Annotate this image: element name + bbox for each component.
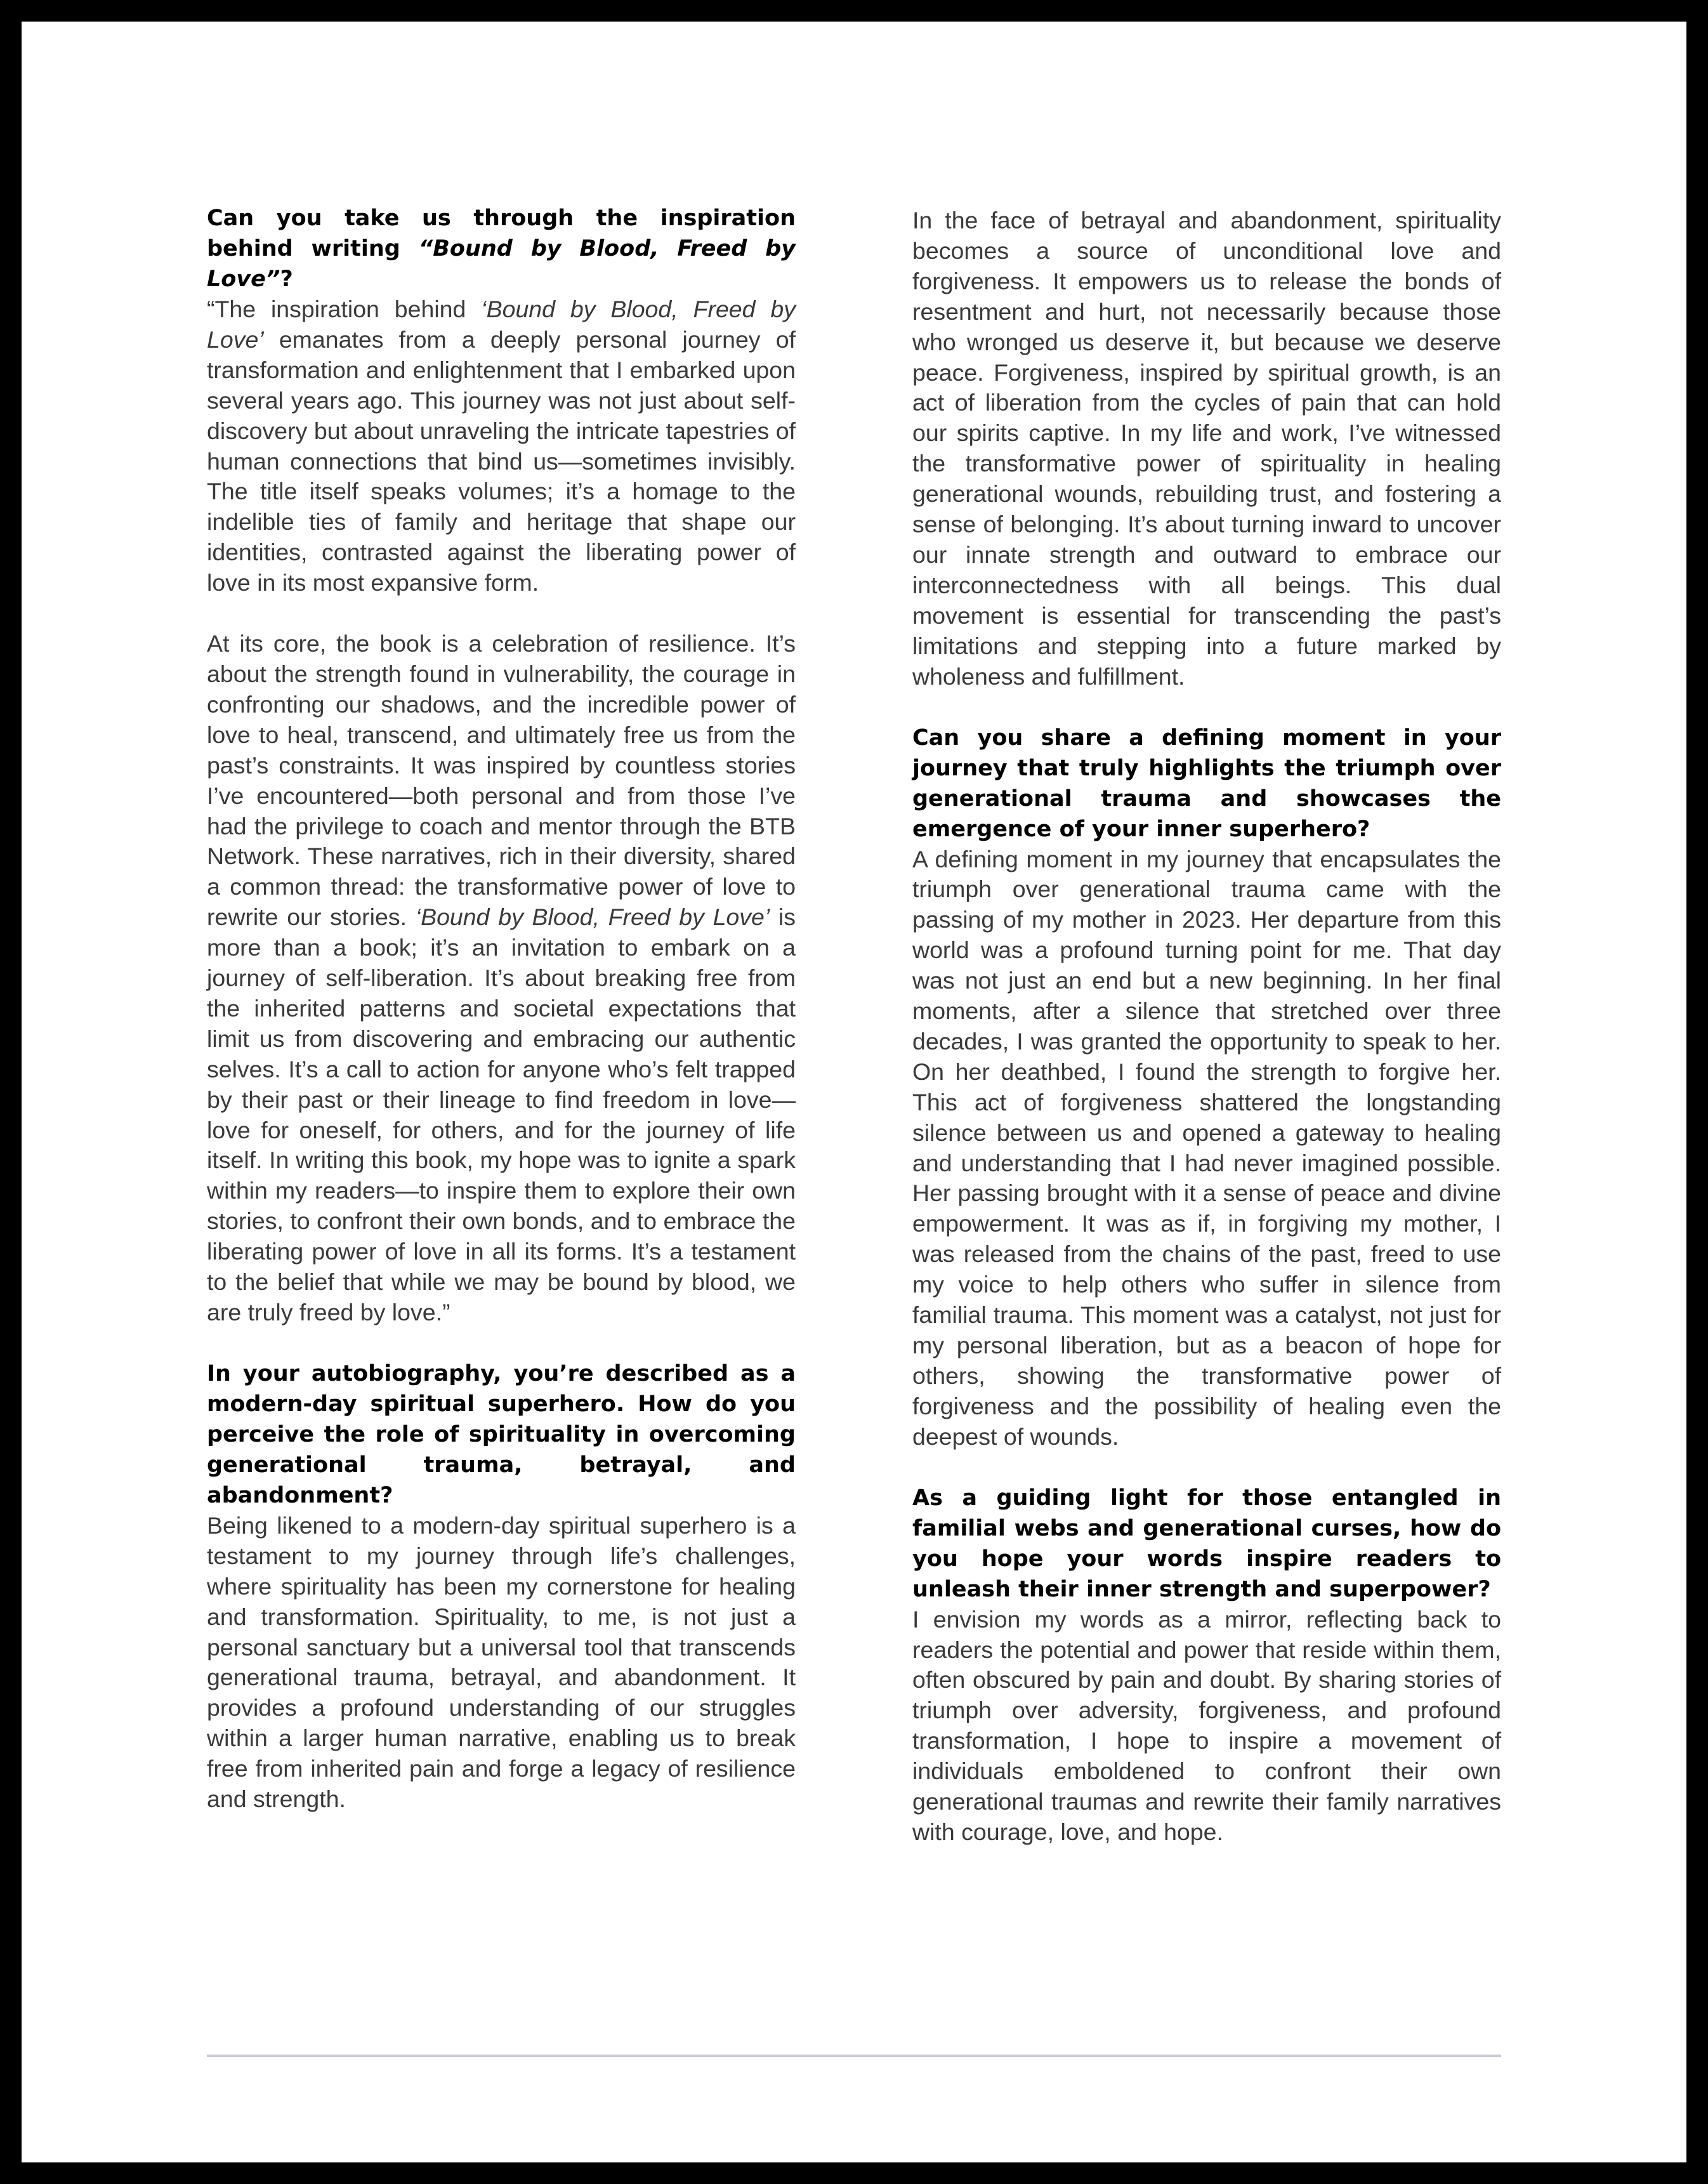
question-spirituality: In your autobiography, you’re described as a modern-day spiritual superhero. How do you perceive the role of spirituality in overcoming generational trauma, betrayal, and abandonment? — [207, 1360, 796, 1508]
question-mark: ? — [280, 266, 293, 292]
answer-text: is more than a book; it’s an invitation to embark on a journey of self-liberation. It’s about breaking free from the inherited patterns and societal expectations that limit us from discovering and embracing our authentic selves. It’s a call to action for anyone who’s felt trapped by their past or their lineage to find freedom in love—love for oneself, for others, and for the journey of life itself. In writing this book, my hope was to ignite a spark within my readers—to inspire them to explore their own stories, to confront their own bonds, and to embrace the liberating power of love in all its forms. It’s a testament to the belief that while we may be bound by blood, we are truly freed by love.” — [207, 904, 796, 1326]
answer-text: At its core, the book is a celebration of resilience. It’s about the strength found in vulnerability, the courage in confronting our shadows, and the incredible power of love to heal, transcend, and ultimately free us from the past’s constraints. It was inspired by countless stories I’ve encountered—both personal and from those I’ve had the privilege to coach and mentor through the BTB Network. These narratives, rich in their diversity, shared a common thread: the transformative power of love to rewrite our stories. — [207, 630, 796, 931]
answer-text: emanates from a deeply personal journey of transformation and enlightenment that I embarked upon several years ago. This journey was not just about self-discovery but about unraveling the intricate tapestries of human connections that bind us—sometimes invisibly. The title itself speaks volumes; it’s a homage to the indelible ties of family and heritage that shape our identities, contrasted against the liberating power of love in its most expansive form. — [207, 326, 796, 596]
answer-paragraph: In the face of betrayal and abandonment, spirituality becomes a source of unconditional love and forgiveness. It empowers us to release the bonds of resentment and hurt, not necessarily because those who wronged us deserve it, but because we deserve peace. Forgiveness, inspired by spiritual growth, is an act of liberation from the cycles of pain that can hold our spirits captive. In my life and work, I’ve witnessed the transformative power of spirituality in healing generational wounds, rebuilding trust, and fostering a sense of belonging. It’s about turning inward to uncover our innate strength and outward to embrace our interconnectedness with all beings. This dual movement is essential for transcending the past’s limitations and stepping into a future marked by wholeness and fulfillment. — [912, 207, 1501, 690]
answer-paragraph — [207, 294, 796, 598]
right-column — [912, 206, 1501, 1848]
answer-paragraph: Being likened to a modern-day spiritual superhero is a testament to my journey through life’s challenges, where spirituality has been my cornerstone for healing and transformation. Spirituality, to me, is not just a personal sanctuary but a universal tool that transcends generational trauma, betrayal, and abandonment. It provides a profound understanding of our struggles within a larger human narrative, enabling us to break free from inherited pain and forge a legacy of resilience and strength. — [207, 1511, 796, 1813]
question-guiding-light: As a guiding light for those entangled in familial webs and generational curses, how do you hope your words inspire readers to unleash their inner strength and superpower? — [912, 1485, 1501, 1602]
question-text: Can you take us through the inspiration behind writing — [207, 206, 796, 261]
question-inspiration — [207, 203, 796, 294]
book-title: “Bound by Blood, Freed by Love” — [207, 236, 796, 292]
magazine-page — [22, 22, 1686, 2162]
question-defining-moment: Can you share a defining moment in your journey that truly highlights the triumph over generational trauma and showcases the emergence of your inner superhero? — [912, 725, 1501, 842]
footer-divider — [207, 2055, 1501, 2057]
answer-paragraph: I envision my words as a mirror, reflecting back to readers the potential and power that reside within them, often obscured by pain and doubt. By sharing stories of triumph over adversity, forgiveness, and profound transformation, I hope to inspire a movement of individuals emboldened to confront their own generational traumas and rewrite their family narratives with courage, love, and hope. — [912, 1605, 1501, 1845]
answer-text: “The inspiration behind — [207, 296, 482, 322]
book-title: ‘Bound by Blood, Freed by Love’ — [207, 296, 796, 353]
left-column — [207, 203, 796, 1815]
answer-paragraph: A defining moment in my journey that encapsulates the triumph over generational trauma came with the passing of my mother in 2023. Her departure from this world was a profound turning point for me. That day was not just an end but a new beginning. In her final moments, after a silence that stretched over three decades, I was granted the opportunity to speak to her. On her deathbed, I found the strength to forgive her. This act of forgiveness shattered the longstanding silence between us and opened a gateway to healing and understanding that I had never imagined possible. Her passing brought with it a sense of peace and divine empowerment. It was as if, in forgiving my mother, I was released from the chains of the past, freed to use my voice to help others who suffer in silence from familial trauma. This moment was a catalyst, not just for my personal liberation, but as a beacon of hope for others, showing the transformative power of forgiveness and the possibility of healing even the deepest of wounds. — [912, 845, 1501, 1450]
book-title: ‘Bound by Blood, Freed by Love’ — [415, 904, 770, 931]
answer-paragraph — [207, 629, 796, 1328]
